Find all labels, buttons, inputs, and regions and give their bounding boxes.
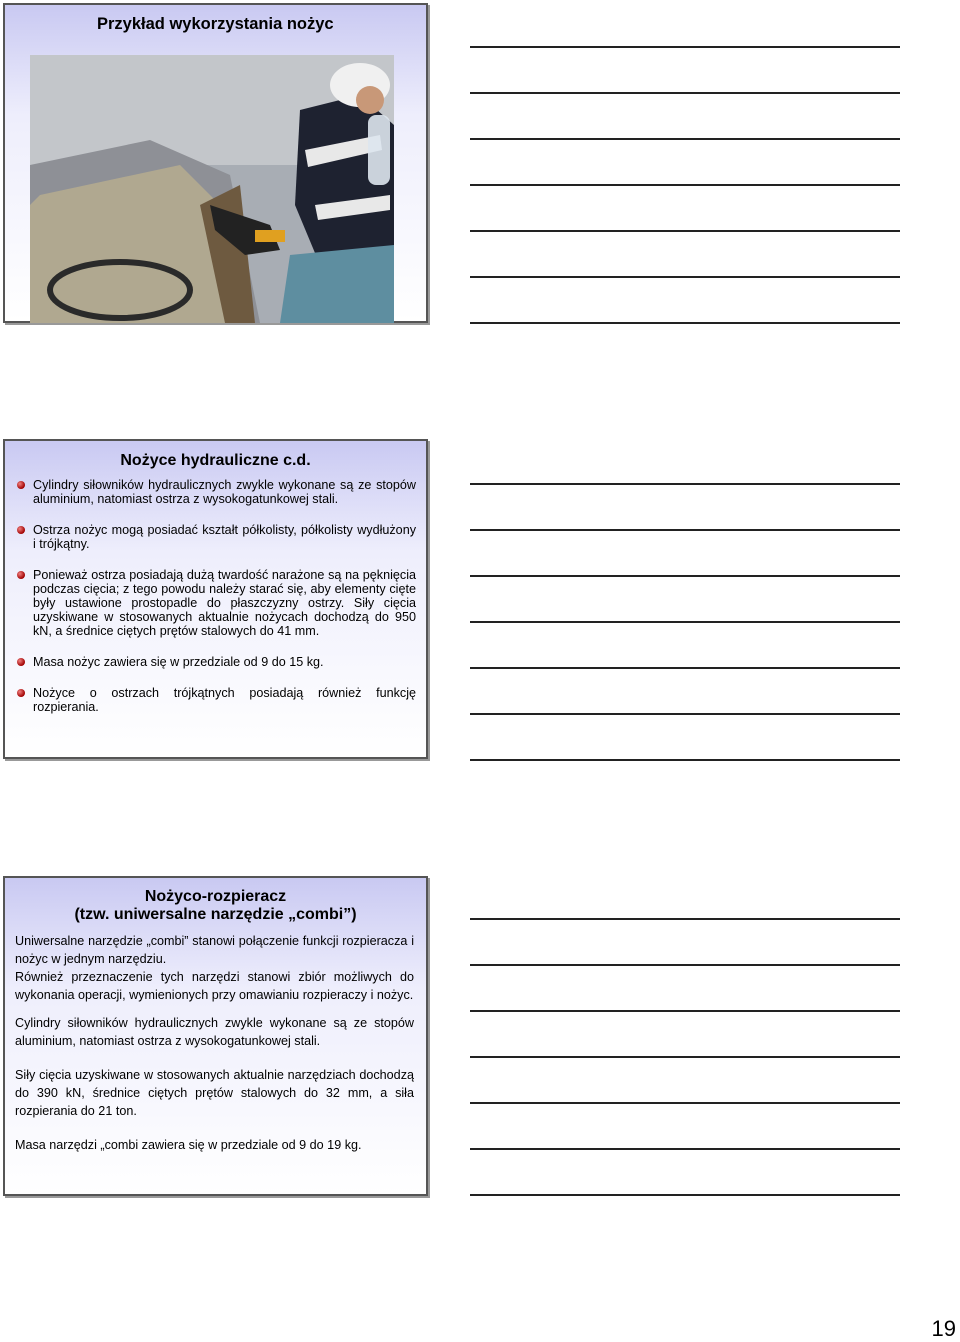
slide-2 (3, 439, 428, 759)
bullet-icon (17, 526, 25, 534)
paragraph: Siły cięcia uzyskiwane w stosowanych aktualnie narzędziach dochodzą do 390 kN, średnice ciętych prętów stalowych do 32 mm, a siła rozpierania do 21 ton. (15, 1068, 414, 1118)
rescue-photo-illustration (30, 55, 394, 323)
paragraph: Również przeznaczenie tych narzędzi stanowi zbiór możliwych do wykonania operacji, wymienionych przy omawianiu rozpieraczy i nożyc. (15, 970, 414, 1002)
paragraph: Masa narzędzi „combi zawiera się w przedziale od 9 do 19 kg. (15, 1138, 362, 1152)
bullet-icon (17, 689, 25, 697)
slide-1-title: Przykład wykorzystania nożyc (97, 15, 334, 33)
slide-3-subtitle: (tzw. uniwersalne narzędzie „combi”) (74, 906, 357, 923)
note-lines-3 (470, 918, 900, 1240)
slide-3-title: Nożyco-rozpieracz (144, 888, 287, 905)
note-lines-1 (470, 46, 900, 368)
slide-3-paragraphs (5, 932, 426, 1154)
bullet-icon (17, 658, 25, 666)
bullet-icon (17, 571, 25, 579)
bullet-icon (17, 481, 25, 489)
rescue-photo (30, 55, 394, 323)
bullet-item: Ponieważ ostrza posiadają dużą twardość narażone są na pęknięcia podczas cięcia; z tego powodu należy starać się, aby elementy cięte były ustawione prostopadle do płaszczyzny ostrzy. Siły cięcia uzyskiwane w stosowanych aktualnie nożycach dochodzą do 950 kN, a średnice ciętych prętów stalowych do 41 mm. (17, 568, 416, 638)
bullet-item: Ostrza nożyc mogą posiadać kształt półkolisty, półkolisty wydłużony i trójkątny. (17, 523, 416, 551)
paragraph: Uniwersalne narzędzie „combi” stanowi połączenie funkcji rozpieracza i nożyc w jednym narzędziu. (15, 934, 414, 966)
paragraph: Cylindry siłowników hydraulicznych zwykle wykonane są ze stopów aluminium, natomiast ostrza z wysokogatunkowej stali. (15, 1016, 414, 1048)
slide-2-bullets (5, 478, 426, 714)
slide-3 (3, 876, 428, 1196)
bullet-item: Cylindry siłowników hydraulicznych zwykle wykonane są ze stopów aluminium, natomiast ostrza z wysokogatunkowej stali. (17, 478, 416, 506)
page-number: 19 (931, 1316, 956, 1341)
slide-1 (3, 3, 428, 323)
note-lines-2 (470, 483, 900, 805)
bullet-item: Nożyce o ostrzach trójkątnych posiadają również funkcję rozpierania. (17, 686, 416, 714)
slide-2-title: Nożyce hydrauliczne c.d. (120, 452, 311, 469)
bullet-item: Masa nożyc zawiera się w przedziale od 9 do 15 kg. (17, 655, 416, 669)
